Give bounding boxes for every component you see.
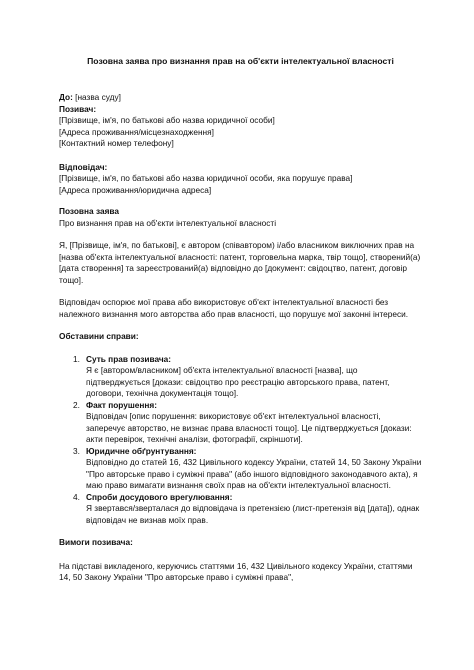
list-item-text: Я звертався/зверталася до відповідача із претензією (лист-претензія від [дата]), однак відповідач не визнав моїх прав. [86, 503, 420, 525]
defendant-address: [Адреса проживання/юридична адреса] [59, 184, 212, 195]
claim-block [59, 206, 422, 229]
intro-paragraph: Я, [Прізвище, ім'я, по батькові], є автором (співавтором) і/або власником виключних прав на [назва об'єкта інтелектуальної власності: патент, торговельна марка, твір тощо], створений(а) [дата створення] та зареєстрований(а) відповідно до [документ: свідоцтво, патент, договір тощо]. [59, 240, 421, 285]
defendant-label: Відповідач: [59, 161, 108, 172]
plaintiff-block [59, 104, 422, 150]
list-item [59, 492, 422, 527]
demands-text: На підставі викладеного, керуючись статтями 16, 432 Цивільного кодексу України, статтями 14, 50 Закону України "Про авторське право і суміжні права", [59, 560, 413, 582]
list-item-title: Суть прав позивача: [86, 353, 172, 364]
list-item-title: Юридичне обґрунтування: [86, 445, 197, 456]
plaintiff-phone: [Контактний номер телефону] [59, 138, 174, 148]
claim-label: Позовна заява [59, 206, 120, 216]
list-item-number: 3. [73, 445, 80, 456]
plaintiff-label: Позивач: [59, 103, 97, 114]
circumstances-label: Обставини справи: [59, 331, 139, 341]
list-item-title: Факт порушення: [86, 399, 158, 410]
court-value: [назва суду] [72, 92, 121, 102]
list-item-text: Я є [автором/власником] об'єкта інтелектуальної власності [назва], що підтверджується [докази: свідоцтво про реєстрацію авторського права, патент, договори, технічна документація тощо]. [86, 365, 390, 398]
list-item-text: Відповідач [опис порушення: використовує об'єкт інтелектуальної власності, заперечує авторство, не визнає права власності тощо]. Це підтверджується [докази: акти перевірок, технічні аналізи, фотографії, скріншоти]. [86, 411, 412, 444]
court-label: До: [59, 92, 73, 102]
court-block [59, 92, 422, 104]
plaintiff-address: [Адреса проживання/місцезнаходження] [59, 126, 214, 137]
document-title: Позовна заява про визнання прав на об'єкти інтелектуальної власності [87, 56, 394, 66]
defendant-name: [Прізвище, ім'я, по батькові або назва юридичної особи, яка порушує права] [59, 173, 353, 183]
violation-paragraph: Відповідач оспорює мої права або використовує об'єкт інтелектуальної власності без належного визнання мого авторства або прав власності, що порушує мої законні інтереси. [59, 297, 409, 319]
list-item-number: 2. [73, 399, 80, 410]
defendant-block [59, 162, 422, 197]
list-item-text: Відповідно до статей 16, 432 Цивільного кодексу України, статей 14, 50 Закону України "Про авторське право і суміжні права" (або іншого відповідного законодавчого акта), я маю право вимагати визнання своїх прав на об'єкти інтелектуальної власності. [86, 457, 422, 490]
demands-text-block [59, 561, 422, 584]
list-item [59, 446, 422, 492]
list-item-number: 1. [73, 353, 80, 364]
claim-text: Про визнання прав на об'єкти інтелектуальної власності [59, 217, 277, 228]
court-line [59, 92, 422, 104]
circumstances-heading-block [59, 331, 422, 343]
circumstances-list-block [59, 354, 422, 527]
plaintiff-name: [Прізвище, ім'я, по батькові або назва юридичної особи] [59, 115, 275, 125]
circumstances-list [59, 354, 422, 527]
list-item [59, 354, 422, 400]
list-item [59, 400, 422, 446]
demands-heading-block [59, 537, 422, 549]
list-item-number: 4. [73, 491, 80, 502]
violation-paragraph-block [59, 297, 422, 320]
intro-paragraph-block [59, 240, 422, 286]
list-item-title: Спроби досудового врегулювання: [86, 491, 233, 502]
demands-label: Вимоги позивача: [59, 537, 133, 547]
